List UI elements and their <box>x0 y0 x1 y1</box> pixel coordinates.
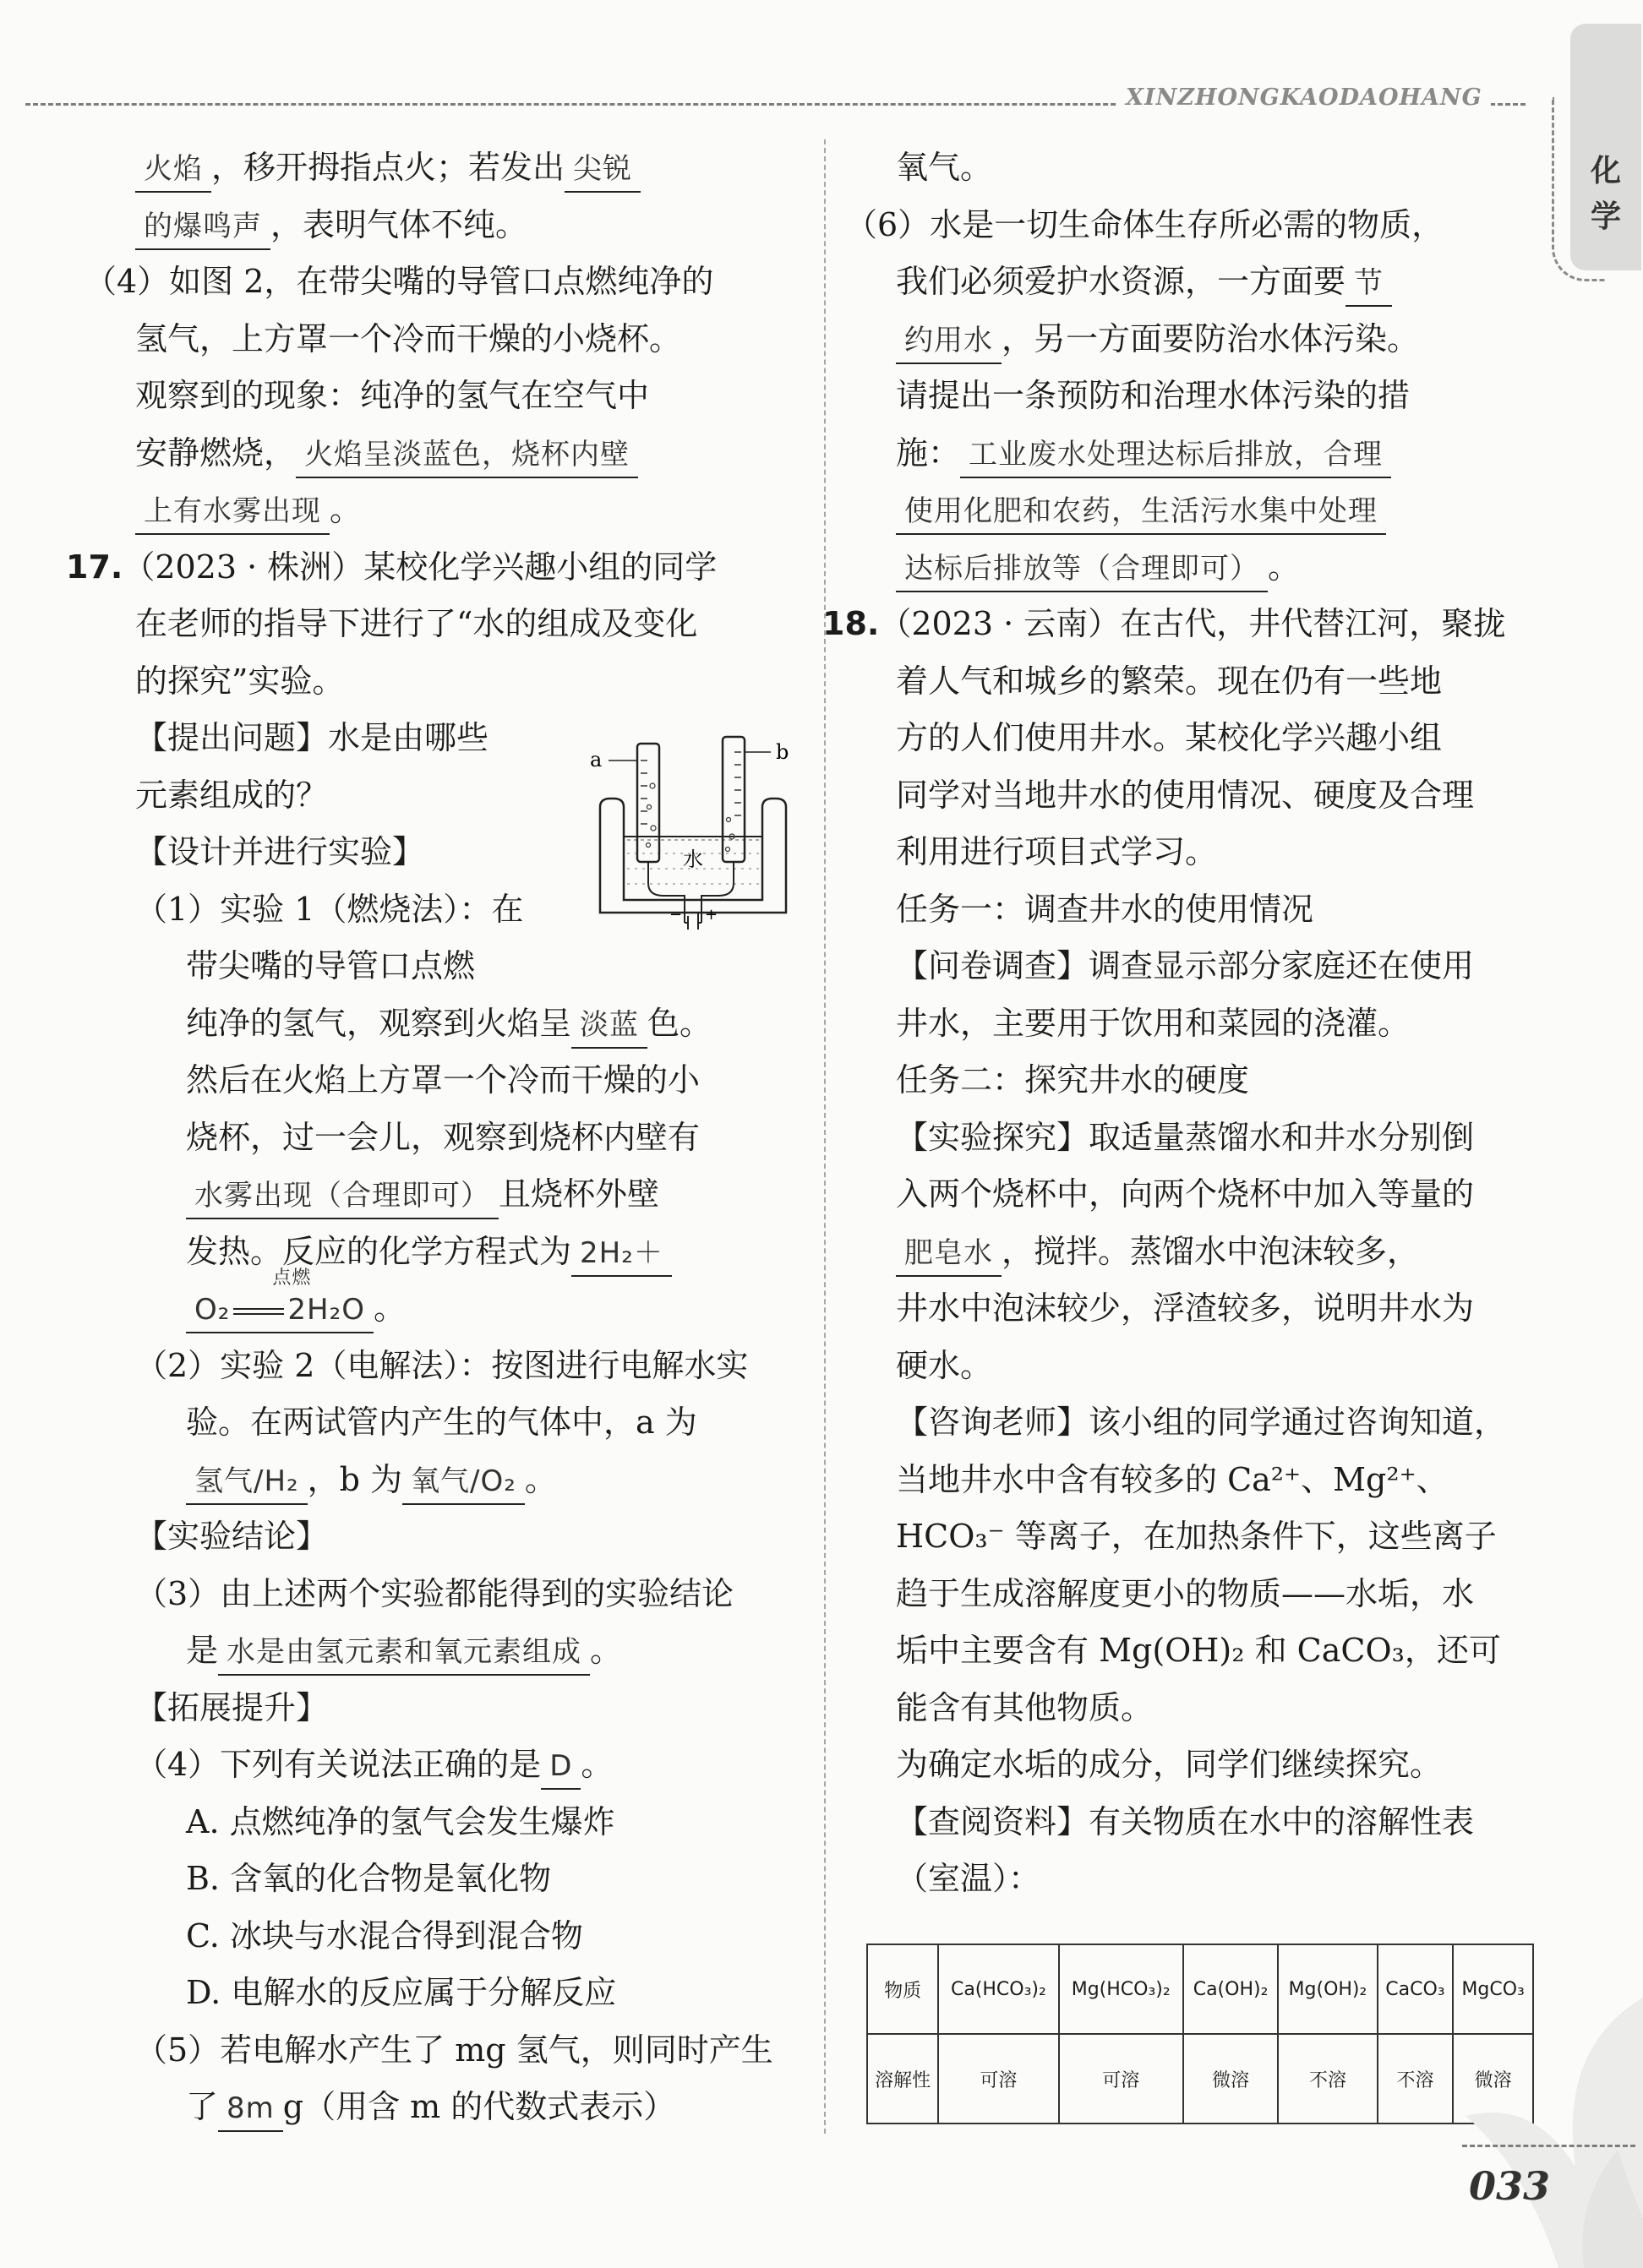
question-18: 18.（2023 · 云南）在古代，井代替江河，聚拢 <box>822 605 1506 642</box>
page-number: 033 <box>1469 2163 1551 2209</box>
svg-text:−: − <box>669 906 683 924</box>
line: 约用水 ，另一方面要防治水体污染。 <box>845 311 1513 368</box>
label-a: a <box>590 748 603 771</box>
table-cell: MgCO₃ <box>1453 1944 1533 2034</box>
line: 元素组成的？ <box>135 776 329 814</box>
question-number: 17. <box>66 548 123 586</box>
table-cell: 不溶 <box>1278 2034 1377 2124</box>
line: 【问卷调查】调查显示部分家庭还在使用 <box>896 947 1475 984</box>
line: （6）水是一切生命体生存所必需的物质， <box>845 205 1444 243</box>
line: 硬水。 <box>896 1346 993 1384</box>
table-cell: Ca(OH)₂ <box>1183 1944 1278 2034</box>
answer-blank: 火焰呈淡蓝色，烧杯内壁 <box>296 433 638 478</box>
line: 垢中主要含有 Mg(OH)₂ 和 CaCO₃，还可 <box>896 1632 1501 1669</box>
line: 方的人们使用井水。某校化学兴趣小组 <box>896 719 1443 756</box>
line: 我们必须爱护水资源，一方面要 节 <box>845 254 1513 311</box>
answer-blank: 达标后排放等（合理即可） <box>896 547 1268 592</box>
line: 氢气，上方罩一个冷而干燥的小烧杯。 <box>135 319 682 357</box>
line: （3）由上述两个实验都能得到的实验结论 <box>135 1574 734 1612</box>
option-c: C. 冰块与水混合得到混合物 <box>186 1916 583 1955</box>
answer-blank: 节 <box>1346 261 1392 307</box>
line: 纯净的氢气，观察到火焰呈 淡蓝 色。 <box>135 995 803 1053</box>
line: 同学对当地井水的使用情况、硬度及合理 <box>896 776 1475 814</box>
line: 氢气/H₂ ，b 为 氧气/O₂ 。 <box>135 1452 803 1509</box>
section-heading: 【拓展提升】 <box>135 1688 329 1726</box>
line: 在老师的指导下进行了“水的组成及变化 <box>135 605 698 642</box>
equation-line: O₂ 点燃 2H₂O 。 <box>135 1280 803 1338</box>
answer-blank: 淡蓝 <box>571 1003 647 1049</box>
line: 观察到的现象：纯净的氢气在空气中 <box>135 377 650 414</box>
line: 施： 工业废水处理达标后排放，合理 <box>845 425 1513 482</box>
answer-blank: 氢气/H₂ <box>186 1459 308 1505</box>
right-column <box>822 139 1513 1908</box>
answer-blank: 肥皂水 <box>896 1231 1002 1277</box>
line: 任务一：调查井水的使用情况 <box>896 890 1314 928</box>
option-a: A. 点燃纯净的氢气会发生爆炸 <box>186 1802 615 1840</box>
svg-text:+: + <box>705 906 718 924</box>
line: HCO₃⁻ 等离子，在加热条件下，这些离子 <box>896 1518 1497 1555</box>
table-cell: 微溶 <box>1183 2034 1278 2124</box>
line: （1）实验 1（燃烧法）：在 <box>135 890 524 928</box>
line: 水雾出现（合理即可） 且烧杯外壁 <box>135 1166 803 1224</box>
line: （2）实验 2（电解法）：按图进行电解水实 <box>135 1346 749 1384</box>
question-number: 18. <box>822 605 880 642</box>
table-cell: 可溶 <box>938 2034 1058 2124</box>
table-cell: Mg(HCO₃)₂ <box>1059 1944 1183 2034</box>
electrolysis-apparatus-icon <box>583 727 803 930</box>
line: （4）如图 2，在带尖嘴的导管口点燃纯净的 <box>85 263 714 300</box>
line: 带尖嘴的导管口点燃 <box>186 947 476 984</box>
line: 着人气和城乡的繁荣。现在仍有一些地 <box>896 662 1443 700</box>
line: 发热。反应的化学方程式为 2H₂＋ <box>135 1224 803 1281</box>
header-title: XINZHONGKAODAOHANG <box>1117 85 1491 111</box>
line: 【实验探究】取适量蒸馏水和井水分别倒 <box>896 1118 1475 1156</box>
line: 烧杯，过一会儿，观察到烧杯内壁有 <box>186 1118 701 1156</box>
answer-blank: 氧气/O₂ <box>402 1459 525 1505</box>
subject-label: 化学 <box>1590 153 1621 234</box>
answer-blank: D <box>541 1744 581 1790</box>
table-cell: Ca(HCO₃)₂ <box>938 1944 1058 2034</box>
line <box>845 482 1513 539</box>
line: 【咨询老师】该小组的同学通过咨询知道， <box>896 1404 1507 1441</box>
line: 当地井水中含有较多的 Ca²⁺、Mg²⁺、 <box>896 1460 1449 1498</box>
answer-blank: 8m <box>218 2086 283 2132</box>
line: 上有水雾出现 。 <box>135 482 803 539</box>
answer-blank: 水是由氢元素和氧元素组成 <box>218 1630 590 1676</box>
line: 验。在两试管内产生的气体中，a 为 <box>186 1404 697 1441</box>
column-divider <box>824 139 826 2134</box>
section-heading: 【实验结论】 <box>135 1518 329 1555</box>
line: （室温）： <box>896 1860 1041 1897</box>
line: 氧气。 <box>896 149 993 186</box>
table-header: 溶解性 <box>867 2034 938 2124</box>
line: 任务二：探究井水的硬度 <box>896 1061 1250 1099</box>
answer-blank: 火焰 <box>135 147 211 193</box>
line: 肥皂水 ，搅拌。蒸馏水中泡沫较多， <box>845 1224 1513 1281</box>
line: 的探究”实验。 <box>135 662 345 700</box>
equation-blank: O₂ 点燃 2H₂O <box>186 1288 374 1333</box>
table-cell: 微溶 <box>1453 2034 1533 2124</box>
option-d: D. 电解水的反应属于分解反应 <box>186 1974 617 2011</box>
answer-blank: 约用水 <box>896 319 1002 364</box>
line: 的爆鸣声 ，表明气体不纯。 <box>135 197 803 254</box>
line: 然后在火焰上方罩一个冷而干燥的小 <box>186 1061 701 1099</box>
line: 入两个烧杯中，向两个烧杯中加入等量的 <box>896 1175 1475 1213</box>
decorative-leaf-icon <box>1364 1947 1643 2268</box>
table-cell: 可溶 <box>1059 2034 1183 2124</box>
line: 达标后排放等（合理即可） 。 <box>845 539 1513 597</box>
answer-blank: 使用化肥和农药，生活污水集中处理 <box>896 489 1386 535</box>
line: 【提出问题】水是由哪些 <box>135 719 489 756</box>
line: （5）若电解水产生了 mg 氢气，则同时产生 <box>135 2031 773 2069</box>
answer-blank: 的爆鸣声 <box>135 204 270 250</box>
section-heading: 【设计并进行实验】 <box>135 833 425 870</box>
reaction-condition: 点燃 <box>230 1288 287 1332</box>
answer-blank: 上有水雾出现 <box>135 489 330 535</box>
answer-blank: 2H₂＋ <box>571 1231 672 1277</box>
answer-blank: 水雾出现（合理即可） <box>186 1174 499 1219</box>
line: 能含有其他物质。 <box>896 1688 1154 1726</box>
line: 是 水是由氢元素和氧元素组成 。 <box>135 1622 803 1680</box>
line: 请提出一条预防和治理水体污染的措 <box>896 377 1411 414</box>
table-cell: CaCO₃ <box>1378 1944 1454 2034</box>
line: 【查阅资料】有关物质在水中的溶解性表 <box>896 1802 1475 1840</box>
table-header: 物质 <box>867 1944 938 2034</box>
electrolysis-figure <box>583 727 803 930</box>
label-b: b <box>776 740 789 764</box>
left-column <box>66 139 803 2136</box>
answer-blank: 尖锐 <box>565 147 641 193</box>
label-water: 水 <box>683 848 703 871</box>
line: （4）下列有关说法正确的是 D 。 <box>135 1736 803 1794</box>
line: 井水，主要用于饮用和菜园的浇灌。 <box>896 1004 1411 1042</box>
footer-dashed-line <box>1462 2145 1635 2147</box>
line: 安静燃烧， 火焰呈淡蓝色，烧杯内壁 <box>135 425 803 482</box>
table-cell: Mg(OH)₂ <box>1278 1944 1377 2034</box>
question-17: 17.（2023 · 株洲）某校化学兴趣小组的同学 <box>66 548 718 586</box>
line: 井水中泡沫较少，浮渣较多，说明井水为 <box>896 1289 1475 1327</box>
answer-blank: 工业废水处理达标后排放，合理 <box>960 433 1391 478</box>
line: 为确定水垢的成分，同学们继续探究。 <box>896 1746 1443 1783</box>
option-b: B. 含氧的化合物是氧化物 <box>186 1860 552 1897</box>
line: 了 8m g（用含 m 的代数式表示） <box>135 2079 803 2136</box>
line: 火焰 ，移开拇指点火；若发出 尖锐 <box>135 139 803 197</box>
line: 趋于生成溶解度更小的物质——水垢，水 <box>896 1574 1475 1612</box>
table-cell: 不溶 <box>1378 2034 1454 2124</box>
line: 利用进行项目式学习。 <box>896 833 1218 870</box>
